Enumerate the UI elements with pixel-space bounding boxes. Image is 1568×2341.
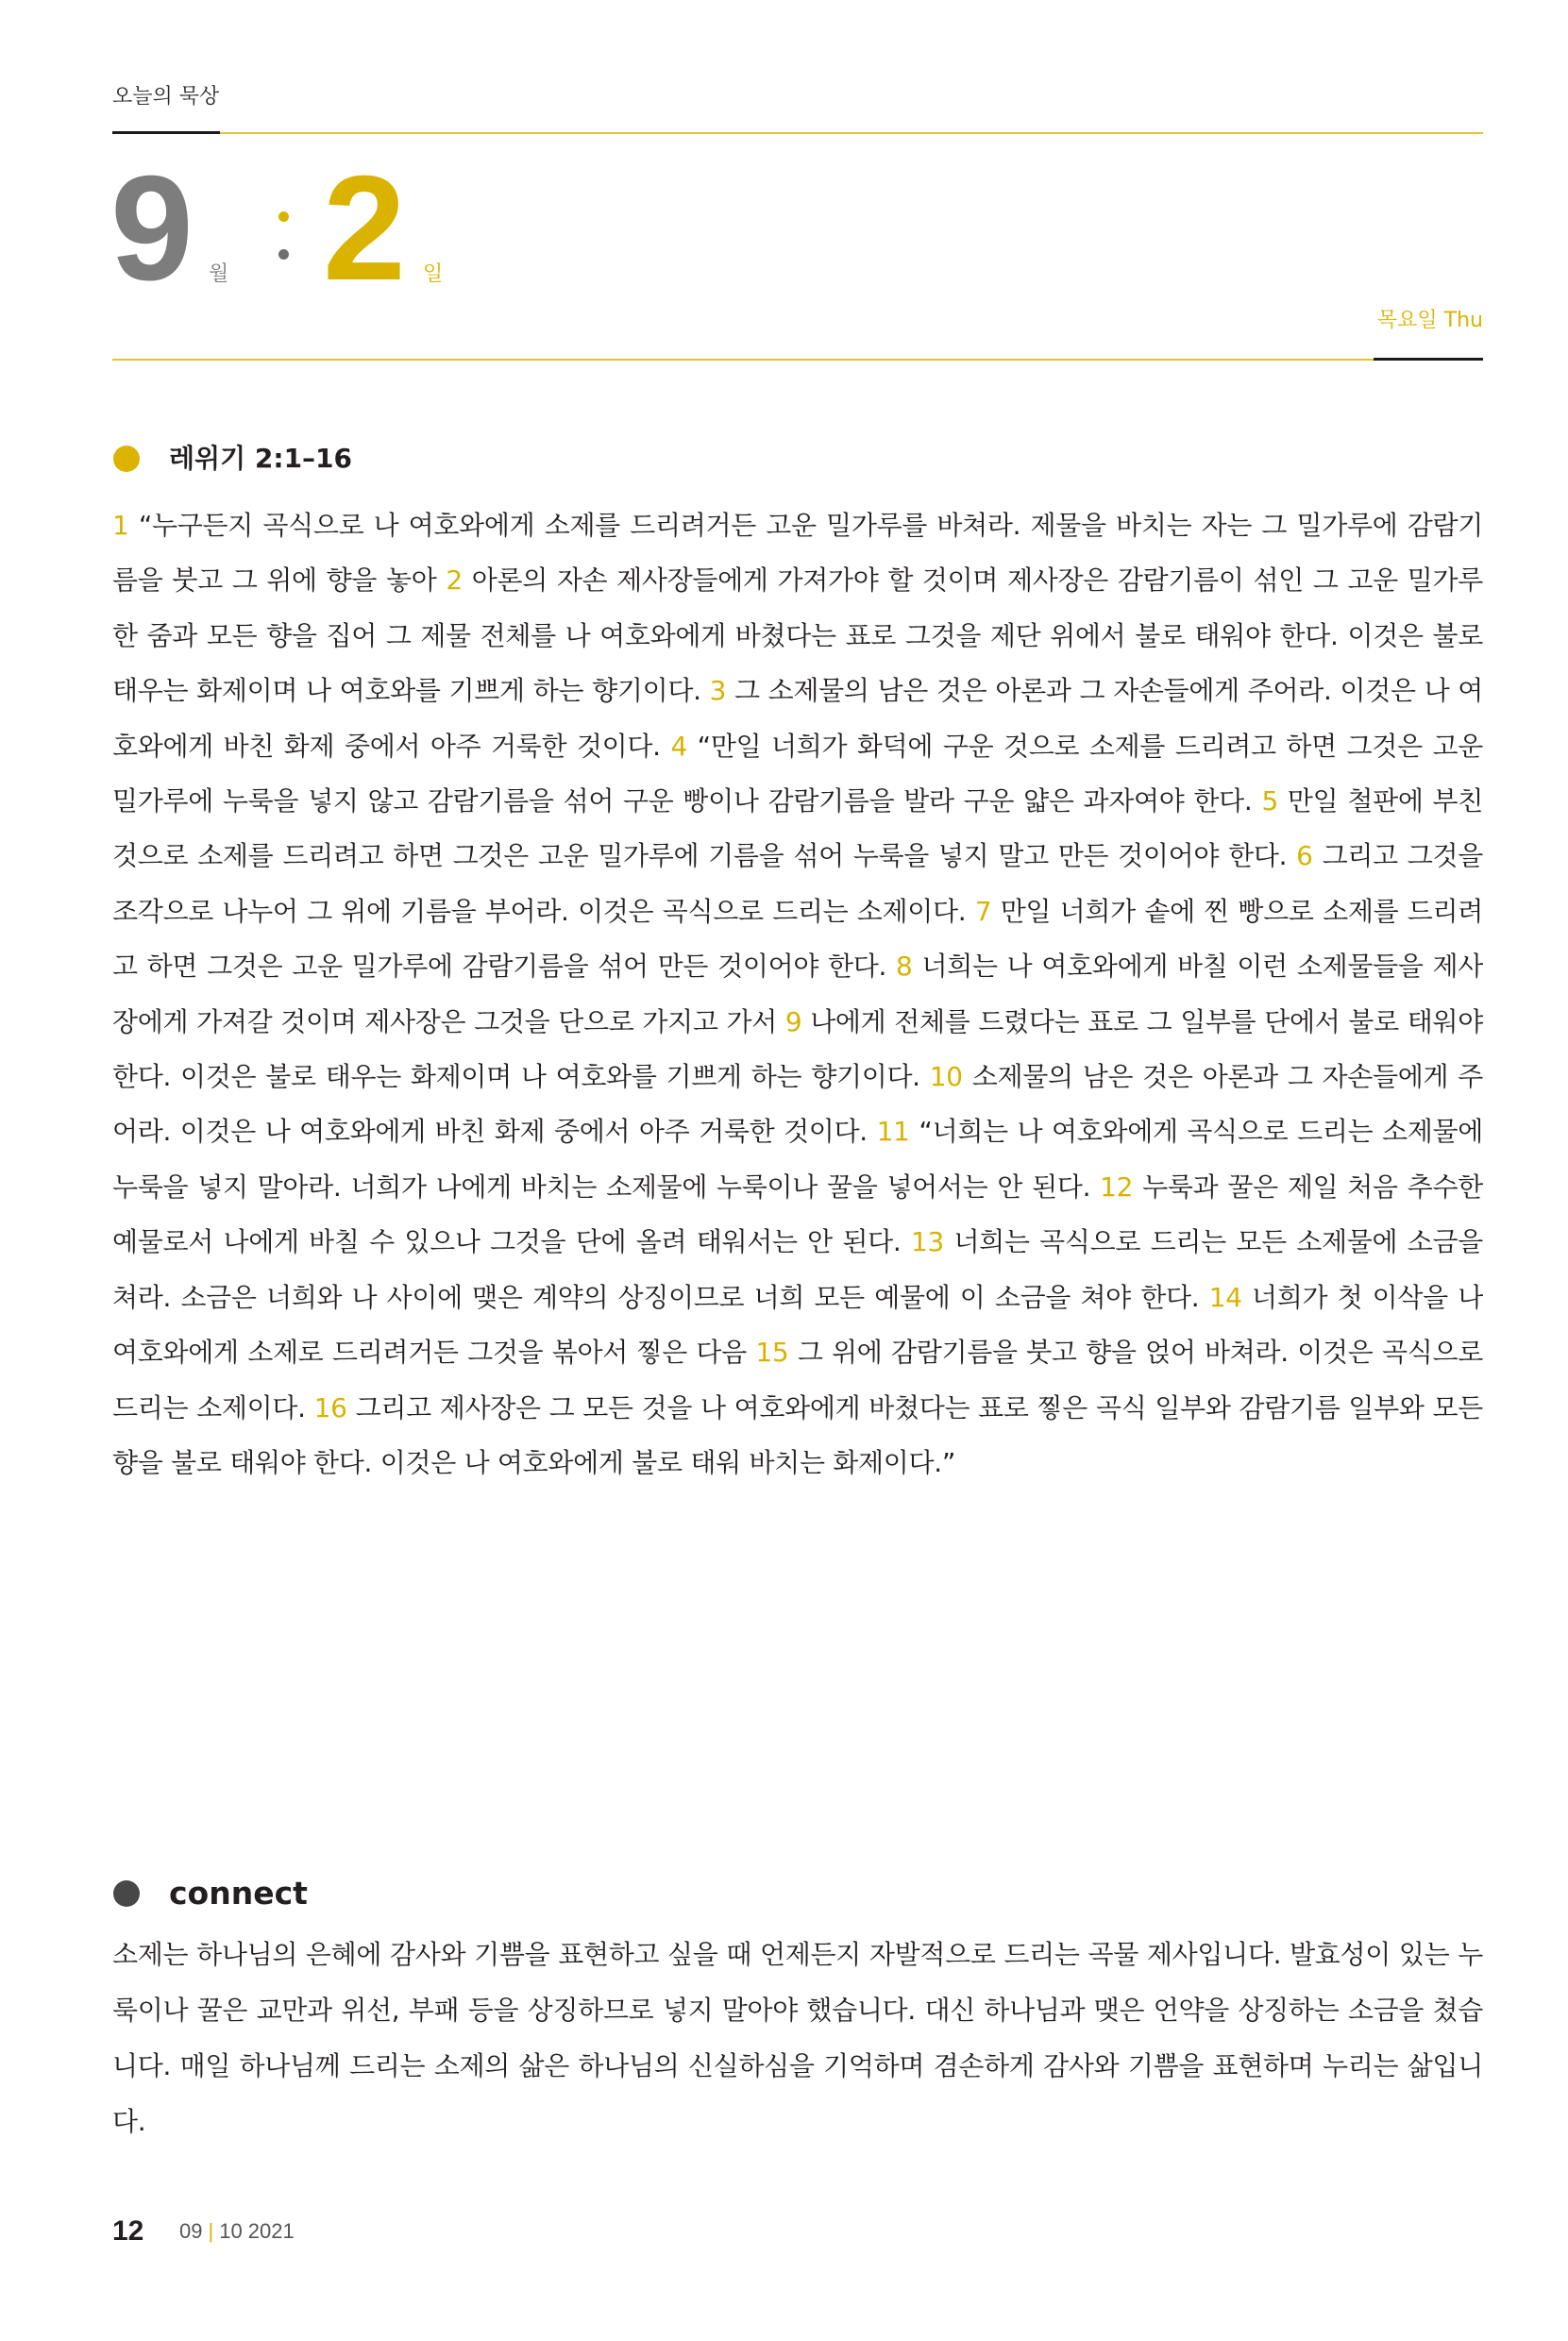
verse-number: 7	[974, 895, 992, 927]
verse-text: 그 위에 감람기름을 붓고 향을 얹어 바쳐라. 이것은 곡식으로 드리는 소제이다.	[112, 1337, 1483, 1423]
verse-number: 4	[670, 730, 687, 762]
section-label: 오늘의 묵상	[112, 85, 220, 109]
date-rule-accent	[1374, 358, 1483, 361]
verse-text: 너희가 첫 이삭을 나 여호와에게 소제로 드리려거든 그것을 볶아서 찧은 다음	[112, 1281, 1483, 1369]
verse-number: 3	[709, 675, 727, 707]
date-rule	[112, 359, 1374, 361]
verse-text: 나에게 전체를 드렸다는 표로 그 일부를 단에서 불로 태워야 한다. 이것은 불로 태우는 화제이며 나 여호와를 기쁘게 하는 향기이다.	[112, 1005, 1483, 1093]
header-rule	[220, 132, 1483, 134]
issue-separator: |	[208, 2219, 214, 2243]
verse-number: 9	[784, 1005, 802, 1037]
month-unit: 월	[209, 262, 229, 286]
verse-number: 2	[446, 564, 463, 597]
bullet-icon	[113, 1880, 140, 1907]
verse-number: 14	[1208, 1281, 1242, 1313]
verse-text: 너희는 나 여호와에게 바칠 이런 소제물들을 제사장에게 가져갈 것이며 제사장은 그것을 단으로 가지고 가서	[112, 951, 1483, 1037]
issue-info	[179, 2219, 295, 2244]
verse-number: 13	[910, 1226, 944, 1258]
verse-number: 1	[112, 510, 129, 541]
scripture-passage	[112, 498, 1483, 1490]
verse-text: 너희는 곡식으로 드리는 모든 소제물에 소금을 쳐라. 소금은 너희와 나 사이에 맺은 계약의 상징이므로 너희 모든 예물에 이 소금을 쳐야 한다.	[112, 1226, 1483, 1313]
weekday-label: 목요일 Thu	[1376, 309, 1483, 332]
verse-text: 아론의 자손 제사장들에게 가져가야 할 것이며 제사장은 감람기름이 섞인 그 고운 밀가루 한 줌과 모든 향을 집어 그 제물 전체를 나 여호와에게 바쳤다는 표로 그것을 제단 위에서 불로 태워야 한다. 이것은 불로 태우는 화제이며 나 여호와를 기쁘게 하는 향기이다.	[112, 564, 1483, 707]
page-number: 12	[112, 2215, 144, 2247]
verse-text: 그리고 제사장은 그 모든 것을 나 여호와에게 바쳤다는 표로 찧은 곡식 일부와 감람기름 일부와 모든 향을 불로 태워야 한다. 이것은 나 여호와에게 불로 태워 바치는 화제이다.”	[112, 1391, 1483, 1478]
verse-text: “누구든지 곡식으로 나 여호와에게 소제를 드리려거든 고운 밀가루를 바쳐라. 제물을 바치는 자는 그 밀가루에 감람기름을 붓고 그 위에 향을 놓아	[112, 510, 1483, 597]
verse-number: 12	[1100, 1170, 1134, 1203]
month-number: 9	[110, 145, 192, 312]
verse-number: 6	[1296, 840, 1313, 872]
header-rule-accent	[112, 131, 220, 134]
issue-date: 10 2021	[219, 2219, 295, 2243]
scripture-reference: 레위기 2:1–16	[169, 443, 353, 474]
issue-month: 09	[179, 2219, 203, 2243]
verse-text: 만일 너희가 솥에 찐 빵으로 소제를 드리려고 하면 그것은 고운 밀가루에 감람기름을 섞어 만든 것이어야 한다.	[112, 895, 1483, 983]
day-number: 2	[323, 145, 404, 312]
verse-text: “너희는 나 여호와에게 곡식으로 드리는 소제물에 누룩을 넣지 말아라. 너희가 나에게 바치는 소제물에 누룩이나 꿀을 넣어서는 안 된다.	[112, 1116, 1483, 1203]
verse-number: 11	[876, 1116, 910, 1148]
connect-body: 소제는 하나님의 은혜에 감사와 기쁨을 표현하고 싶을 때 언제든지 자발적으로 드리는 곡물 제사입니다. 발효성이 있는 누룩이나 꿀은 교만과 위선, 부패 등을 상징하므로 넣지 말아야 했습니다. 대신 하나님과 맺은 언약을 상징하는 소금을 쳤습니다. 매일 하나님께 드리는 소제의 삶은 하나님의 신실하심을 기억하며 겸손하게 감사와 기쁨을 표현하며 누리는 삶입니다.	[112, 1939, 1483, 2137]
verse-text: 누룩과 꿀은 제일 처음 추수한 예물로서 나에게 바칠 수 있으나 그것을 단에 올려 태워서는 안 된다.	[112, 1170, 1483, 1258]
verse-number: 15	[755, 1337, 789, 1369]
date-separator-dot-icon	[278, 211, 289, 222]
verse-text: 만일 철판에 부친 것으로 소제를 드리려고 하면 그것은 고운 밀가루에 기름을 섞어 누룩을 넣지 말고 만든 것이어야 한다.	[112, 785, 1483, 872]
verse-number: 8	[896, 951, 913, 983]
date-separator-dot-icon	[278, 249, 289, 260]
bullet-icon	[113, 446, 140, 472]
verse-number: 10	[929, 1061, 963, 1093]
verse-text: “만일 너희가 화덕에 구운 것으로 소제를 드리려고 하면 그것은 고운 밀가루에 누룩을 넣지 않고 감람기름을 섞어 구운 빵이나 감람기름을 발라 구운 얇은 과자여야 한다.	[112, 730, 1483, 817]
verse-text: 그 소제물의 남은 것은 아론과 그 자손들에게 주어라. 이것은 나 여호와에게 바친 화제 중에서 아주 거룩한 것이다.	[112, 675, 1483, 762]
verse-number: 16	[313, 1391, 347, 1423]
verse-text: 소제물의 남은 것은 아론과 그 자손들에게 주어라. 이것은 나 여호와에게 바친 화제 중에서 아주 거룩한 것이다.	[112, 1061, 1483, 1148]
connect-heading: connect	[169, 1875, 308, 1912]
verse-number: 5	[1261, 785, 1278, 817]
verse-text: 그리고 그것을 조각으로 나누어 그 위에 기름을 부어라. 이것은 곡식으로 드리는 소제이다.	[112, 840, 1483, 927]
day-unit: 일	[423, 262, 444, 286]
